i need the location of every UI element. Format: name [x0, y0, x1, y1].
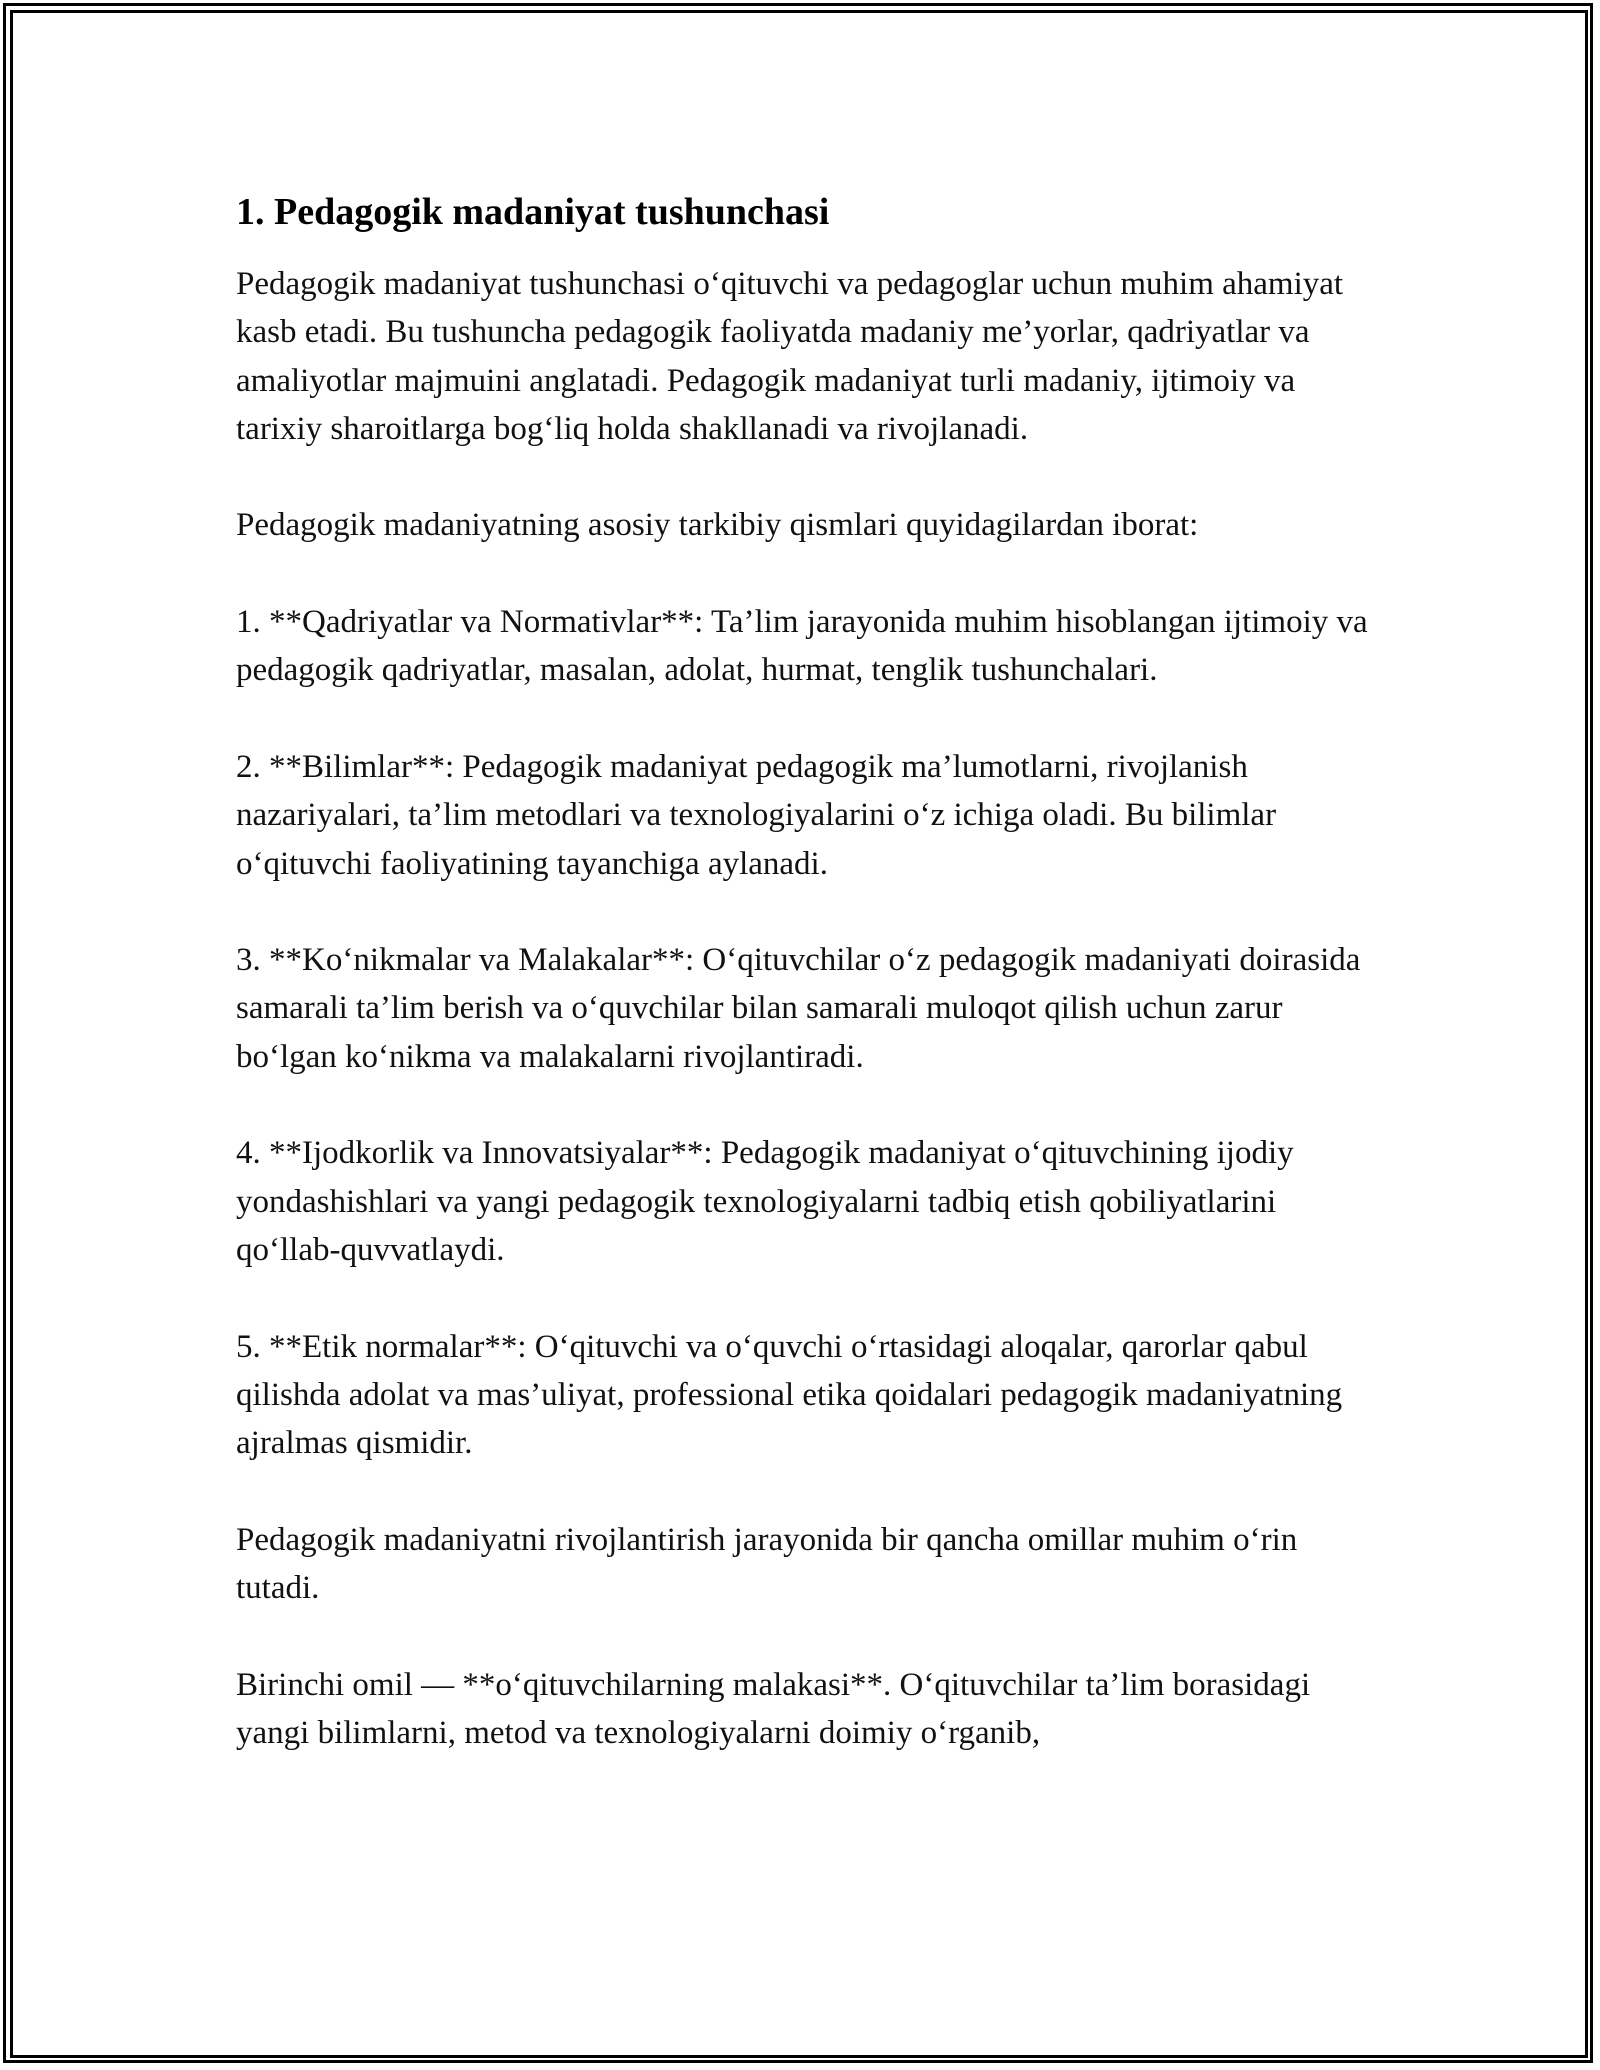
paragraph-factors-lead: Pedagogik madaniyatni rivojlantirish jarayonida bir qancha omillar muhim o‘rin tutadi.: [236, 1521, 1298, 1607]
section-heading: 1. Pedagogik madaniyat tushunchasi: [236, 191, 830, 233]
list-item-ethics: 5. **Etik normalar**: O‘qituvchi va o‘quvchi o‘rtasidagi aloqalar, qarorlar qabul qilishda adolat va mas’uliyat, professional etika qoidalari pedagogik madaniyatning ajralmas qismidir.: [236, 1328, 1343, 1462]
paragraph-components-lead: Pedagogik madaniyatning asosiy tarkibiy qismlari quyidagilardan iborat:: [236, 507, 1199, 544]
paragraph-intro: Pedagogik madaniyat tushunchasi o‘qituvchi va pedagoglar uchun muhim ahamiyat kasb etadi. Bu tushuncha pedagogik faoliyatda madaniy me’yorlar, qadriyatlar va amaliyotlar majmuini anglatadi. Pedagogik madaniyat turli madaniy, ijtimoiy va tarixiy sharoitlarga bog‘liq holda shakllanadi va rivojlanadi.: [236, 266, 1344, 447]
list-item-skills: 3. **Ko‘nikmalar va Malakalar**: O‘qituvchilar o‘z pedagogik madaniyati doirasida samarali ta’lim berish va o‘quvchilar bilan samarali muloqot qilish uchun zarur bo‘lgan ko‘nikma va malakalarni rivojlantiradi.: [236, 942, 1361, 1075]
list-item-values: 1. **Qadriyatlar va Normativlar**: Ta’lim jarayonida muhim hisoblangan ijtimoiy va pedagogik qadriyatlar, masalan, adolat, hurmat, tenglik tushunchalari.: [236, 604, 1368, 689]
list-item-knowledge: 2. **Bilimlar**: Pedagogik madaniyat pedagogik ma’lumotlarni, rivojlanish nazariyalari, ta’lim metodlari va texnologiyalarini o‘z ichiga oladi. Bu bilimlar o‘qituvchi faoliyatining tayanchiga aylanadi.: [236, 748, 1277, 882]
document-body: [236, 188, 1376, 1806]
list-item-creativity: 4. **Ijodkorlik va Innovatsiyalar**: Pedagogik madaniyat o‘qituvchining ijodiy yondashishlari va yangi pedagogik texnologiyalarni tadbiq etish qobiliyatlarini qo‘llab-quvvatlaydi.: [236, 1135, 1294, 1268]
paragraph-first-factor: Birinchi omil — **o‘qituvchilarning malakasi**. O‘qituvchilar ta’lim borasidagi yangi bilimlarni, metod va texnologiyalarni doimiy o‘rganib,: [236, 1666, 1311, 1751]
